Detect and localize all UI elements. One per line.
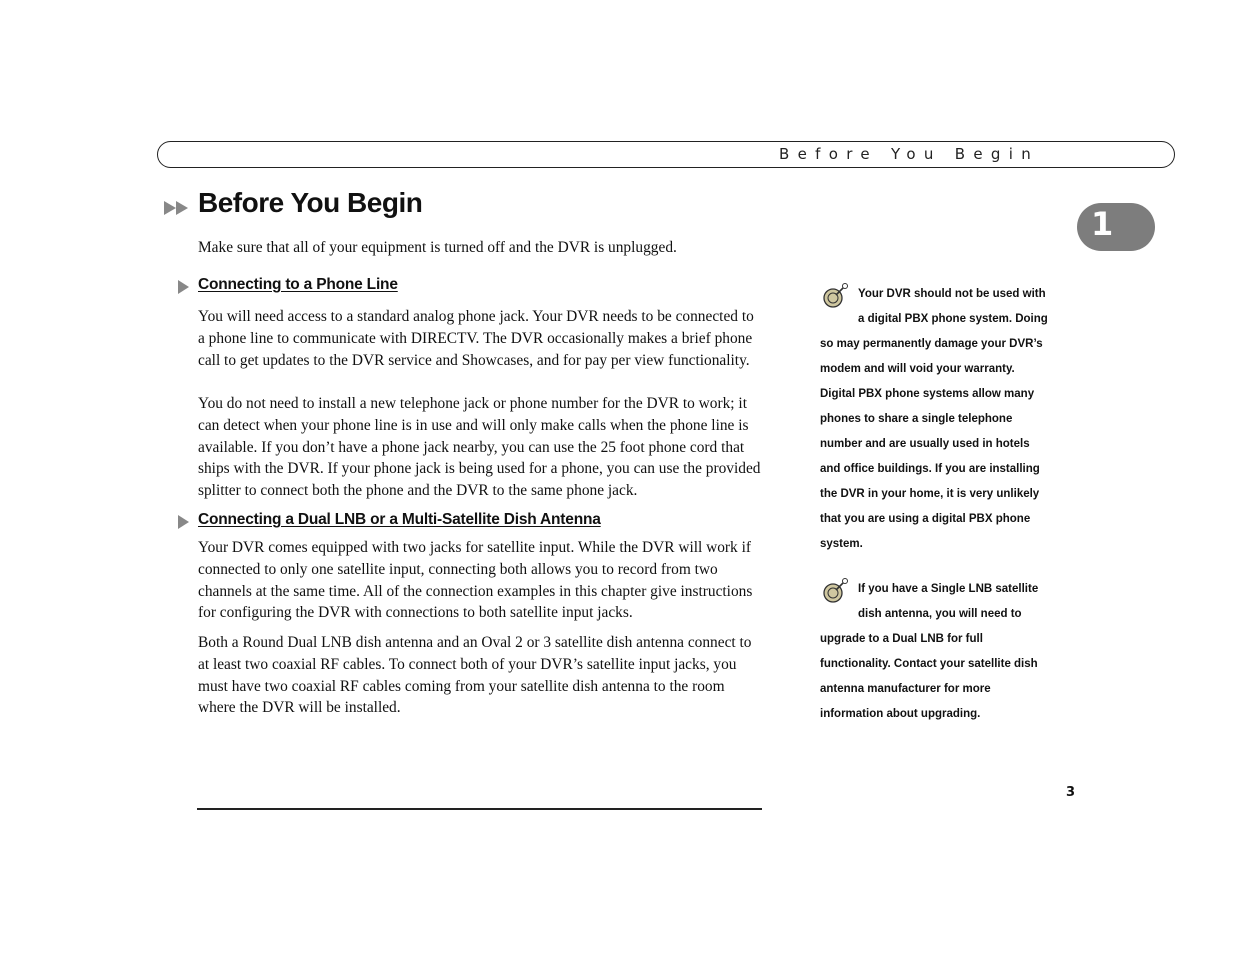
page-title: Before You Begin [198,187,423,218]
page-number: 3 [1066,785,1076,800]
section-arrow-icon [178,280,189,294]
note-pin-icon [820,282,850,312]
note-pin-icon [820,577,850,607]
paragraph: Your DVR comes equipped with two jacks for satellite input. While the DVR will work if connected to only one satellite input, connecting both allows you to record from two channels at the same time. All of the connection examples in this chapter give instructions for configuring the DVR with connections to both satellite input jacks. [198,539,753,622]
paragraph: You will need access to a standard analog phone jack. Your DVR needs to be connected to a phone line to communicate with DIRECTV. The DVR occasionally makes a brief phone call to get updates to the DVR service and Showcases, and for pay per view functionality. [198,308,754,369]
section-arrow-icon [178,515,189,529]
bottom-rule [197,808,762,810]
running-header-bar [157,141,1175,168]
chapter-number: 1 [1091,205,1114,243]
running-header-title: Before You Begin [779,145,1039,163]
paragraph: You do not need to install a new telephone jack or phone number for the DVR to work; it can detect when your phone line is in use and will only make calls when the phone line is available. If you don’t have a phone jack nearby, you can use the 25 foot phone cord that ships with the DVR. If your phone jack is being used for a phone, you can use the provided splitter to connect both the phone and the DVR to the same phone jack. [198,395,761,500]
sidebar-note-pbx [820,282,1050,557]
section-title-phone-line: Connecting to a Phone Line [198,276,398,293]
note-text: If you have a Single LNB satellite dish antenna, you will need to upgrade to a Dual LNB for full functionality. Contact your satellite dish antenna manufacturer for more information about upgrading. [820,583,1039,720]
chapter-tab [1077,203,1155,251]
sidebar-note-lnb [820,577,1050,727]
intro-text: Make sure that all of your equipment is turned off and the DVR is unplugged. [198,239,677,256]
double-arrow-icon [164,201,190,215]
section-title-dual-lnb: Connecting a Dual LNB or a Multi-Satellite Dish Antenna [198,511,601,528]
paragraph: Both a Round Dual LNB dish antenna and an Oval 2 or 3 satellite dish antenna connect to at least two coaxial RF cables. To connect both of your DVR’s satellite input jacks, you must have two coaxial RF cables coming from your satellite dish antenna to the room where the DVR will be installed. [198,634,752,717]
note-text: Your DVR should not be used with a digital PBX phone system. Doing so may permanently damage your DVR’s modem and will void your warranty. Digital PBX phone systems allow many phones to share a single telephone number and are usually used in hotels and office buildings. If you are installing the DVR in your home, it is very unlikely that you are using a digital PBX phone system. [820,288,1048,550]
